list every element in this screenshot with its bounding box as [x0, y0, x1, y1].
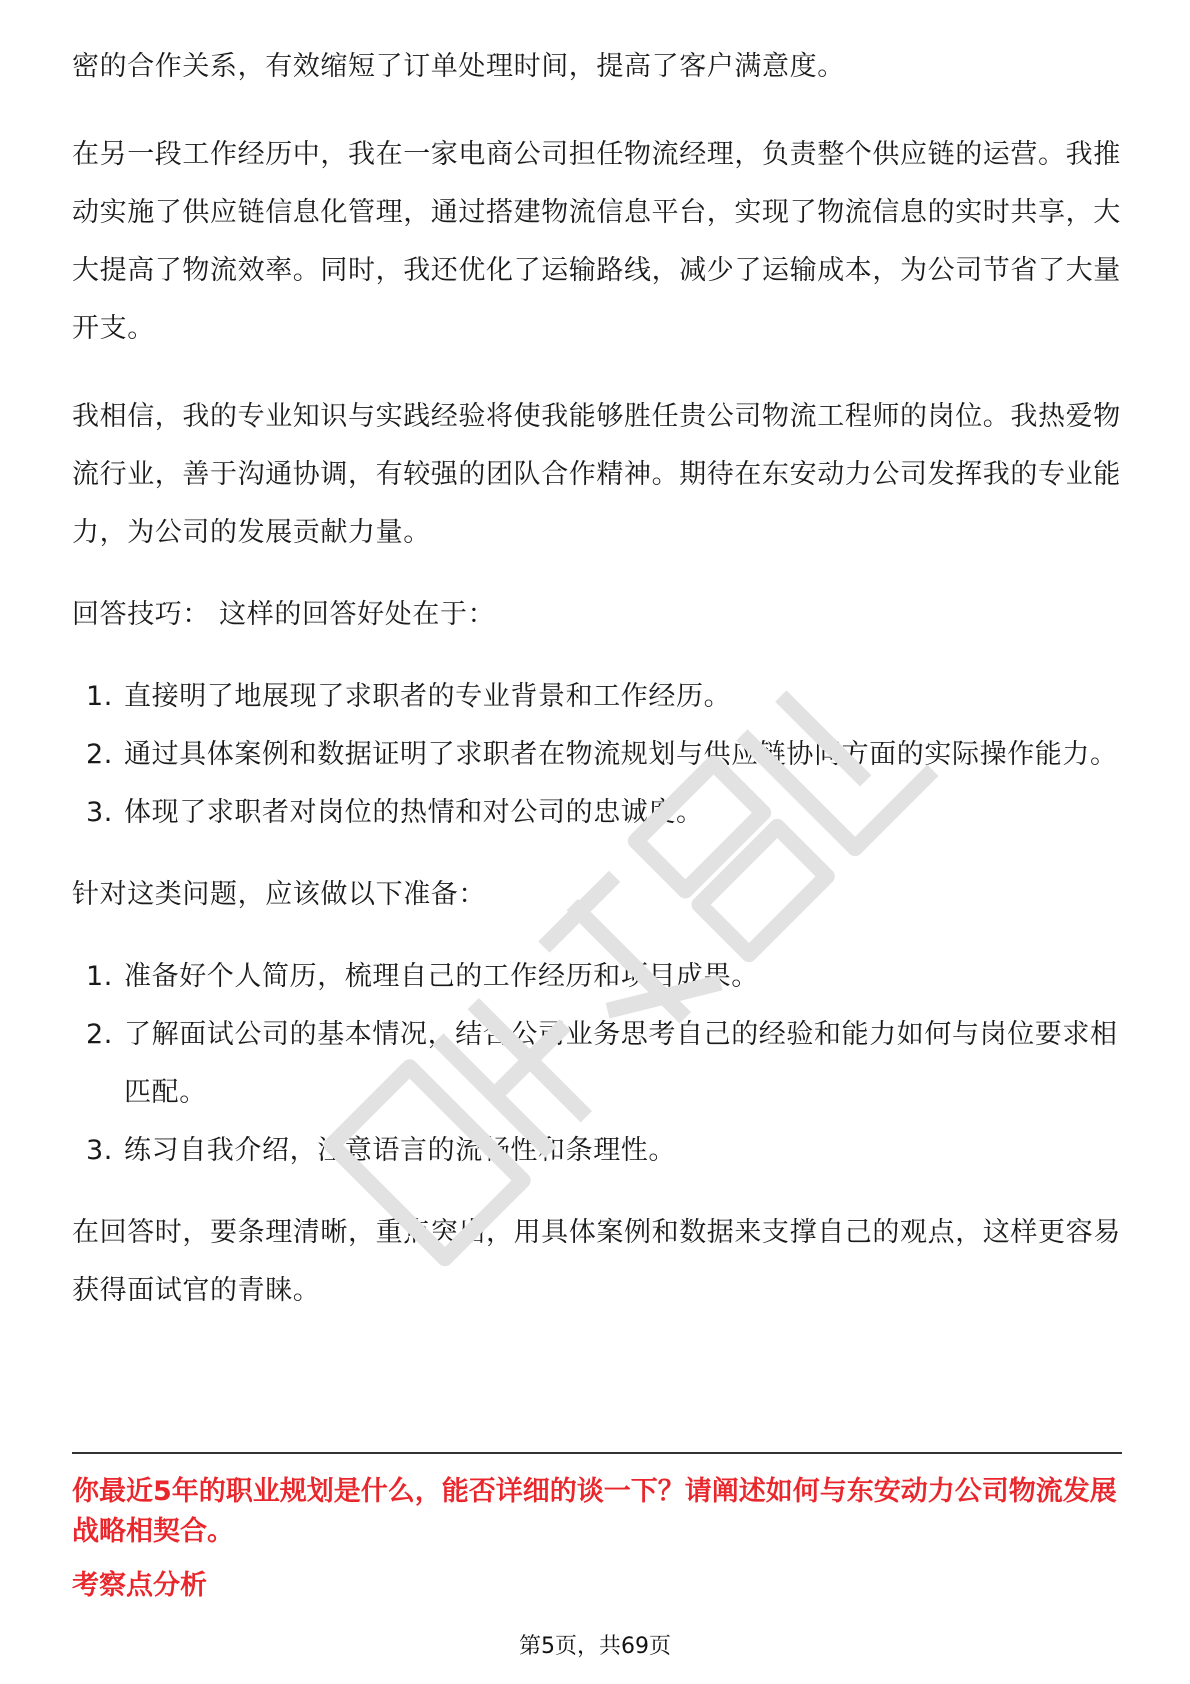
list-item-text: 准备好个人简历，梳理自己的工作经历和项目成果。 [124, 961, 759, 992]
paragraph-2: 在另一段工作经历中，我在一家电商公司担任物流经理，负责整个供应链的运营。我推动实施了供应链信息化管理，通过搭建物流信息平台，实现了物流信息的实时共享，大大提高了物流效率。同时，我还优化了运输路线，减少了运输成本，为公司节省了大量开支。 [72, 139, 1121, 344]
list-item-text: 练习自我介绍，注意语言的流畅性和条理性。 [124, 1135, 676, 1166]
list-item [72, 784, 1122, 842]
paragraph-1: 密的合作关系，有效缩短了订单处理时间，提高了客户满意度。 [72, 51, 845, 82]
list-item-text: 直接明了地展现了求职者的专业背景和工作经历。 [124, 681, 732, 712]
list-item [72, 948, 1122, 1006]
list-item-number: 3. [86, 1135, 113, 1166]
list-item [72, 1006, 1122, 1122]
prep-heading: 针对这类问题，应该做以下准备： [72, 879, 486, 910]
prep-list [72, 948, 1122, 1180]
tips-heading: 回答技巧： 这样的回答好处在于： [72, 599, 496, 630]
list-item [72, 1122, 1122, 1180]
tips-list [72, 668, 1122, 842]
closing-paragraph: 在回答时，要条理清晰，重点突出，用具体案例和数据来支撑自己的观点，这样更容易获得面试官的青睐。 [72, 1217, 1121, 1306]
list-item [72, 668, 1122, 726]
list-item-number: 1. [86, 681, 113, 712]
list-item-text: 体现了求职者对岗位的热情和对公司的忠诚度。 [124, 797, 704, 828]
paragraph-3: 我相信，我的专业知识与实践经验将使我能够胜任贵公司物流工程师的岗位。我热爱物流行业，善于沟通协调，有较强的团队合作精神。期待在东安动力公司发挥我的专业能力，为公司的发展贡献力量。 [72, 401, 1121, 548]
list-item-number: 2. [86, 739, 113, 770]
list-item [72, 726, 1122, 784]
list-item-number: 3. [86, 797, 113, 828]
list-item-text: 了解面试公司的基本情况，结合公司业务思考自己的经验和能力如何与岗位要求相匹配。 [124, 1019, 1118, 1108]
document-body [72, 38, 1122, 1320]
next-question-heading: 你最近5年的职业规划是什么，能否详细的谈一下？请阐述如何与东安动力公司物流发展战略相契合。 [72, 1476, 1117, 1547]
list-item-number: 2. [86, 1019, 113, 1050]
section-divider [72, 1452, 1122, 1454]
analysis-subheading: 考察点分析 [72, 1570, 207, 1601]
page-number: 第5页，共69页 [519, 1634, 671, 1659]
list-item-number: 1. [86, 961, 113, 992]
list-item-text: 通过具体案例和数据证明了求职者在物流规划与供应链协同方面的实际操作能力。 [124, 739, 1118, 770]
